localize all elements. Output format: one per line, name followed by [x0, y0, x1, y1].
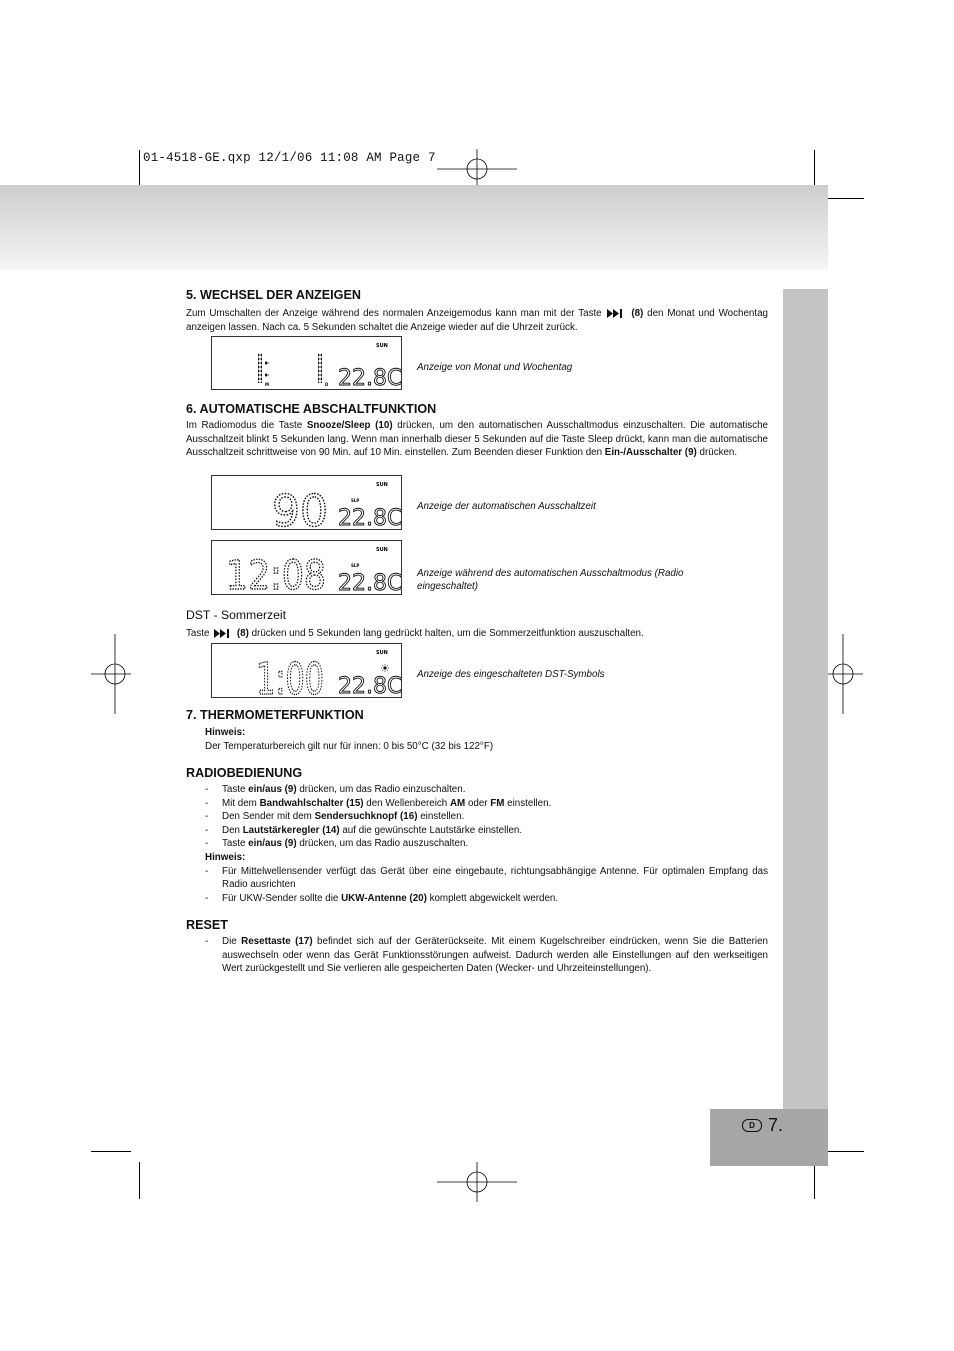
lcd-digits: 12:08 [226, 553, 326, 594]
registration-mark-left [91, 634, 131, 714]
section-heading: 5. WECHSEL DER ANZEIGEN [186, 288, 361, 302]
crop-mark [139, 150, 140, 186]
crop-mark [824, 198, 864, 199]
page-number-text: 7. [768, 1115, 784, 1135]
side-tab-bar [783, 289, 828, 1109]
skip-forward-icon [214, 629, 232, 638]
svg-text:SUN: SUN [376, 650, 388, 656]
lcd-display-sleep-time [211, 475, 402, 530]
crop-mark [824, 1151, 864, 1152]
paragraph: Im Radiomodus die Taste Snooze/Sleep (10) drücken, um den automatischen Ausschaltmodus einzuschalten. Die automatische Ausschaltzeit blinkt 5 Sekunden lang. Wenn man innerhalb dieser 5 Sekunden auf die Taste Sleep drückt, kann man die automatische Ausschaltzeit schrittweise von 90 Min. auf 10 Min. einstellen. Zum Beenden dieser Funktion den Ein-/Ausschalter (9) drücken. [186, 420, 768, 459]
lcd-caption: Anzeige der automatischen Ausschaltzeit [417, 501, 596, 512]
list-item: - Den Lautstärkeregler (14) auf die gewünschte Lautstärke einstellen. [205, 824, 768, 838]
note-block: Hinweis: Der Temperaturbereich gilt nur für innen: 0 bis 50°C (32 bis 122°F) [205, 727, 494, 752]
lcd-temperature: 22.8C [338, 571, 401, 594]
svg-text:M: M [265, 382, 269, 387]
lcd-display-month-day [211, 336, 402, 390]
list-item: - Taste ein/aus (9) drücken, um das Radio auszuschalten. [205, 837, 768, 851]
lcd-digits: 1:00 [256, 654, 324, 697]
reset-instructions [205, 935, 768, 976]
registration-mark-bottom [437, 1162, 517, 1202]
registration-mark-right [823, 634, 863, 714]
crop-mark [814, 150, 815, 186]
list-item: - Für Mittelwellensender verfügt das Gerät über eine eingebaute, richtungsabhängige Antenne. Für optimalen Empfang das Radio ausrichten [205, 865, 768, 892]
paragraph: Zum Umschalten der Anzeige während des normalen Anzeigemodus kann man mit der Taste (8) den Monat und Wochentag anzeigen lassen. Nach ca. 5 Sekunden schaltet die Anzeige wieder auf die Uhrzeit zurück. [186, 308, 768, 333]
radio-instructions: - Taste ein/aus (9) drücken, um das Radio einzuschalten. - Mit dem Bandwahlschalter (15) den Wellenbereich AM oder FM einstellen. - Den Sender mit dem Sendersuchknopf (16) einstellen. - Den Lautstärkeregler (14) auf die gewünschte Lautstärke einstellen. - Taste ein/aus (9) drücken, um das Radio auszuschalten. Hinweis: - Für Mittelwellensender verfügt das Gerät über eine eingebaute, richtungsabhängige Antenne. Für optimalen Empfang das Radio ausrichten - Für UKW-Sender sollte die UKW-Antenne (20) komplett abgewickelt werden. [205, 783, 768, 905]
lcd-temperature: 22.8C [338, 674, 401, 697]
crop-mark [91, 1151, 131, 1152]
section-heading: RADIOBEDIENUNG [186, 766, 303, 780]
crop-mark [814, 1162, 815, 1199]
list-item: - Taste ein/aus (9) drücken, um das Radio einzuschalten. [205, 783, 768, 797]
paragraph: Taste (8) drücken und 5 Sekunden lang gedrückt halten, um die Sommerzeitfunktion auszuschalten. [186, 628, 644, 639]
crop-mark [139, 1162, 140, 1199]
print-slug: 01-4518-GE.qxp 12/1/06 11:08 AM Page 7 [143, 151, 436, 165]
lcd-temperature: 22.8C [338, 506, 401, 529]
registration-mark-top [437, 149, 517, 189]
page-number [742, 1115, 783, 1136]
list-item: - Die Resettaste (17) befindet sich auf der Geräterückseite. Mit einem Kugelschreiber eindrücken, wenn Sie die Batterien auswechseln oder wenn das Gerät Funktionsstörungen aufweist. Dadurch werden alle Einstellungen auf den werkseitigen Wert zurückgestellt und Sie verlieren alle gespeicherten Daten (Wecker- und Uhrzeiteinstellungen). [205, 935, 768, 976]
language-badge: D [742, 1119, 762, 1132]
lcd-caption: Anzeige von Monat und Wochentag [417, 362, 573, 373]
list-item: - Den Sender mit dem Sendersuchknopf (16) einstellen. [205, 810, 768, 824]
section-heading: RESET [186, 918, 228, 932]
section-heading: 6. AUTOMATISCHE ABSCHALTFUNKTION [186, 402, 437, 416]
skip-forward-icon [607, 309, 625, 318]
lcd-caption: Anzeige während des automatischen Ausschaltmodus (Radio eingeschaltet) [417, 568, 684, 592]
lcd-temperature: 22.8C [338, 366, 401, 389]
dst-sun-icon [381, 664, 389, 672]
svg-text:SUN: SUN [376, 547, 388, 553]
lcd-day-label: SUN [376, 343, 388, 349]
lcd-caption: Anzeige des eingeschalteten DST-Symbols [417, 669, 605, 680]
svg-text:SUN: SUN [376, 482, 388, 488]
lcd-display-sleep-clock [211, 540, 402, 595]
header-band [0, 185, 828, 270]
list-item: - Für UKW-Sender sollte die UKW-Antenne (20) komplett abgewickelt werden. [205, 892, 768, 906]
list-item: - Mit dem Bandwahlschalter (15) den Wellenbereich AM oder FM einstellen. [205, 797, 768, 811]
svg-text:SLP: SLP [351, 563, 360, 568]
section-heading: 7. THERMOMETERFUNKTION [186, 708, 364, 722]
svg-text:D: D [325, 382, 329, 387]
lcd-digits: 90 [272, 486, 328, 529]
subsection-heading: DST - Sommerzeit [186, 608, 286, 622]
svg-text:SLP: SLP [351, 498, 360, 503]
lcd-display-dst [211, 643, 402, 698]
